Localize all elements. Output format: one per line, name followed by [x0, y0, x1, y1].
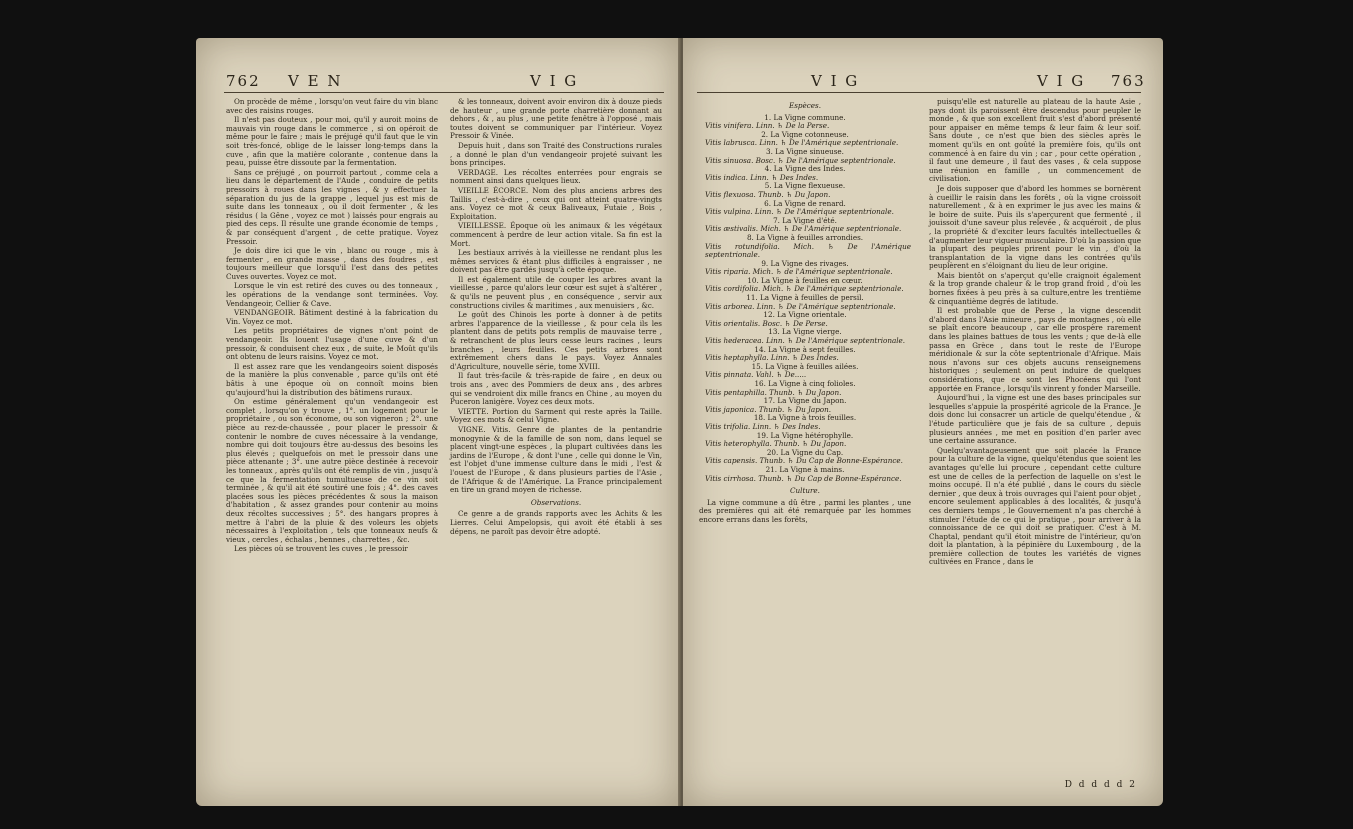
species-name: 18. La Vigne à trois feuilles. — [753, 413, 857, 423]
species-latin: Vitis labrusca. Linn. ♄ De l'Amérique septentrionale. — [705, 138, 899, 148]
page-number-left: 762 — [226, 72, 261, 90]
paragraph: Les pièces où se trouvent les cuves , le pressoir — [234, 544, 408, 554]
paragraph: Il est également utile de couper les arbres avant la vieillesse , parce qu'alors leur cœur est sujet à s'altérer , & qu'ils ne peuvent plus , en conséquence , servir aux constructions civiles & maritimes , aux menuisiers , &c. — [450, 274, 662, 310]
paragraph: La vigne commune a dû être , parmi les plantes , une des premières qui ait été remarquée par les hommes encore errans dans les forêts, — [699, 497, 911, 524]
species-name: 10. La Vigne à feuilles en cœur. — [747, 275, 863, 285]
entry-viette: VIETTE. Portion du Sarment qui reste après la Taille. Voyez ces mots & celui Vigne. — [450, 406, 662, 425]
running-head-vig-left: V I G — [811, 72, 860, 90]
species-latin: Vitis vulpina. Linn. ♄ De l'Amérique septentrionale. — [705, 207, 894, 217]
paragraph: Le goût des Chinois les porte à donner à de petits arbres l'apparence de la vieillesse , & pour cela ils les plantent dans de petits pots remplis de mauvaise terre , & retranchent de plus leurs cesse leurs racines , leurs branches , leurs feuilles. Ces petits arbres sont extrêmement chers dans le pays. Voyez Annales d'Agriculture, nouvelle série, tome XVIII. — [450, 310, 662, 371]
species-name: 14. La Vigne à sept feuilles. — [754, 344, 856, 354]
species-name: 15. La Vigne à feuilles ailées. — [751, 361, 859, 371]
page-number-right: 763 — [1111, 72, 1146, 90]
species-latin: Vitis trifolia. Linn. ♄ Des Indes. — [705, 421, 821, 431]
species-latin: Vitis æstivalis. Mich. ♄ De l'Amérique septentrionale. — [705, 224, 902, 234]
species-latin: Vitis indica. Linn. ♄ Des Indes. — [705, 172, 819, 182]
species-name: 12. La Vigne orientale. — [763, 310, 847, 320]
species-latin: Vitis orientalis. Bosc. ♄ De Perse. — [705, 318, 828, 328]
running-head-ven: V E N — [288, 72, 343, 90]
species-name: 6. La Vigne de renard. — [764, 198, 846, 208]
species-latin: Vitis arborea. Linn. ♄ De l'Amérique septentrionale. — [705, 301, 896, 311]
paragraph: Ce genre a de grands rapports avec les Achits & les Lierres. Celui Ampelopsis, qui avoit été établi à ses dépens, ne paroît pas devoir être adopté. — [450, 509, 662, 536]
species-latin: Vitis pinnata. Vahl. ♄ De..... — [705, 370, 807, 380]
paragraph: Il est assez rare que les vendangeoirs soient disposés de la manière la plus convenable , parce qu'ils ont été bâtis à une époque où on connoît moins bien qu'aujourd'hui la distribution des bâtimens ruraux. — [226, 361, 438, 397]
species-name: 19. La Vigne hétérophylle. — [756, 430, 854, 440]
left-column-2 — [450, 98, 662, 537]
entry-vieille-ecorce: VIEILLE ÉCORCE. Nom des plus anciens arbres des Taillis , c'est-à-dire , ceux qui ont atteint quatre-vingts ans. Voyez ce mot & ceux Baliveaux, Futaie , Bois , Exploitation. — [450, 185, 662, 221]
paragraph: Lorsque le vin est retiré des cuves ou des tonneaux , les opérations de la vendange sont terminées. Voy. Vendangeoir, Cellier & Cave. — [226, 281, 438, 308]
paragraph: Aujourd'hui , la vigne est une des bases principales sur lesquelles s'appuie la prospérité agricole de la France. Je dois donc lui consacrer un article de quelqu'étendue , & l'étude particulière que je fais de sa culture , depuis plusieurs années , me met en position d'en parler avec une certaine assurance. — [929, 393, 1141, 446]
paragraph: Je dois dire ici que le vin , blanc ou rouge , mis à fermenter , en grande masse , dans des foudres , est toujours meilleur que lorsqu'il l'est dans des petites Cuves ouvertes. Voyez ce mot. — [226, 246, 438, 281]
species-list — [699, 114, 911, 484]
header-rule — [697, 92, 1141, 93]
paragraph: On estime généralement qu'un vendangeoir est complet , lorsqu'on y trouve , 1°. un logement pour le propriétaire , ou son économe, ou son vigneron ; 2°. une pièce au rez-de-chaussée , pour placer le pressoir & contenir le nombre de cuves nécessaire à la vendange, nombre qui doit toujours être au-dessus des besoins les plus élevés ; quelquefois on met le pressoir dans une pièce attenante ; 3°. une autre pièce destinée à recevoir les tonneaux , après qu'ils ont été remplis de vin , jusqu'à ce que la fermentation tumultueuse de ce vin soit terminée , & qu'il ait été soutiré une fois ; 4°. des caves placées sous les pièces précédentes & sous la maison d'habitation , & assez grandes pour contenir au moins deux récoltes successives ; 5°. des hangars propres à mettre à l'abri de la pluie & des voleurs les objets nécessaires à l'exploitation , tels que tonneaux neufs & vieux , cercles , échalas , bennes , charrettes , &c. — [226, 397, 438, 544]
especes-heading: Espèces. — [788, 101, 822, 110]
paragraph: puisqu'elle est naturelle au plateau de la haute Asie , pays dont ils paroissent être descendus pour peupler le monde , & que son excellent fruit s'est d'abord présenté pour appaiser en même temps & leur faim & leur soif. Sans doute , ce n'est que bien des siècles après le moment qu'ils en ont goûté la première fois, qu'ils ont commencé à en faire du vin ; car , pour cette opération , il faut une demeure , il faut des vases , & cela suppose une réunion en famille , un commencement de civilisation. — [929, 97, 1141, 184]
species-name: 3. La Vigne sinueuse. — [766, 146, 844, 156]
header-rule — [224, 92, 664, 93]
species-latin: Vitis hederacea. Linn. ♄ De l'Amérique septentrionale. — [705, 336, 906, 346]
species-latin: Vitis vinifera. Linn. ♄ De la Perse. — [705, 121, 830, 131]
paragraph: Quelqu'avantageusement que soit placée la France pour la culture de la vigne, quelqu'étendus que soient les avantages qu'elle lui procure , cependant cette culture est une de celles de la perfection de laquelle on s'est le moins occupé. Il n'a été publié , dans le cours du siècle dernier , que deux à trois ouvrages qui l'aient pour objet , encore seulement applicables à des localités, & jusqu'à ces derniers temps , le Gouvernement n'a pas cherché à stimuler l'étude de ce qui le pratique , pour arriver à la connoissance de ce qui doit se pratiquer. C'est à M. Chaptal, pendant qu'il étoit ministre de l'intérieur, qu'on doit la plantation, à la pépinière du Luxembourg , de la première collection de toutes les variétés de vignes cultivées en France , dans le — [929, 445, 1141, 567]
entry-vendangeoir: VENDANGEOIR. Bâtiment destiné à la fabrication du Vin. Voyez ce mot. — [226, 308, 438, 326]
entry-vieillesse: VIEILLESSE. Époque où les animaux & les végétaux commencent à perdre de leur action vitale. Sa fin est la Mort. — [450, 221, 662, 248]
species-name: 20. La Vigne du Cap. — [766, 447, 844, 457]
species-name: 4. La Vigne des Indes. — [764, 164, 846, 174]
species-name: 9. La Vigne des rivages. — [761, 258, 849, 268]
running-head-vig: V I G — [530, 72, 579, 90]
paragraph: Sans ce préjugé , on pourroit partout , comme cela a lieu dans le département de l'Aude , conduire de petits pressoirs à roues dans les vignes , & y effectuer la séparation du jus de la grappe , lequel jus est mis de suite dans les tonneaux , où il doit fermenter , & les résidus ( la Gêne , voyez ce mot ) laissés pour engrais au pied des ceps. Il résulte une grande économie de temps , & par conséquent d'argent , de cette pratique. Voyez Pressoir. — [226, 167, 438, 246]
species-latin: Vitis japonica. Thunb. ♄ Du Japon. — [705, 404, 832, 414]
paragraph: Mais bientôt on s'aperçut qu'elle craignoit également & la trop grande chaleur & le trop grand froid , d'où les bornes fixées à peu près à sa culture,entre les trentième & cinquantième degrés de latitude. — [929, 270, 1141, 306]
species-name: 16. La Vigne à cinq folioles. — [754, 379, 856, 388]
species-latin: Vitis sinuosa. Bosc. ♄ De l'Amérique septentrionale. — [705, 155, 896, 165]
paragraph: Depuis huit , dans son Traité des Constructions rurales , a donné le plan d'un vendangeoir projeté suivant les bons principes. — [450, 140, 662, 168]
left-column-1 — [226, 98, 438, 555]
paragraph: Les petits propriétaires de vignes n'ont point de vendangeoir. Ils louent l'usage d'une cuve & d'un pressoir, & conduisent chez eux , de suite, le Moût qu'ils ont obtenu de leurs raisins. Voyez ce mot. — [226, 326, 438, 362]
paragraph: Il n'est pas douteux , pour moi, qu'il y auroit moins de mauvais vin rouge dans le commerce , si on opéroit de même pour le faire ; mais le préjugé qu'il faut que le vin soit très-foncé, oblige de le laisser long-temps dans la cuve , afin que la matière colorante , contenue dans la peau, puisse être dissoute par la fermentation. — [226, 115, 438, 168]
catchword: D d d d d 2 — [1064, 780, 1137, 790]
species-latin: Vitis flexuosa. Thunb. ♄ Du Japon. — [705, 189, 831, 199]
right-column-1 — [699, 98, 911, 526]
species-name: 17. La Vigne du Japon. — [763, 396, 847, 406]
observations-heading: Observations. — [530, 497, 582, 507]
species-name: 11. La Vigne à feuilles de persil. — [746, 293, 864, 303]
running-head-vig-right: V I G — [1037, 72, 1086, 90]
species-name: 8. La Vigne à feuilles arrondies. — [746, 232, 864, 242]
species-latin: Vitis pentaphilla. Thunb. ♄ Du Japon. — [705, 387, 842, 397]
species-latin: Vitis heptaphylla. Linn. ♄ Des Indes. — [705, 353, 839, 363]
species-latin: Vitis cirrhosa. Thunb. ♄ Du Cap de Bonne-Espérance. — [705, 473, 902, 483]
species-name: 21. La Vigne à mains. — [765, 464, 845, 474]
left-page — [196, 38, 678, 806]
species-latin: Vitis heterophylla. Thunb. ♄ Du Japon. — [705, 439, 847, 449]
species-name: 2. La Vigne cotonneuse. — [761, 129, 849, 139]
culture-heading: Culture. — [790, 486, 820, 496]
species-latin: Vitis rotundifolia. Mich. ♄ De l'Amérique septentrionale. — [705, 241, 911, 260]
species-latin: Vitis cordifolia. Mich. ♄ De l'Amérique septentrionale. — [705, 284, 904, 294]
paragraph: Les bestiaux arrivés à la vieillesse ne rendant plus les mêmes services & étant plus difficiles à engraisser , ne doivent pas être gardés jusqu'à cette époque. — [450, 248, 662, 275]
species-name: 7. La Vigne d'été. — [773, 215, 837, 225]
paragraph: & les tonneaux, doivent avoir environ dix à douze pieds de hauteur , une grande porte charretière donnant au dehors , & , au plus , une petite fenêtre à l'opposé , mais toutes doivent se communiquer par l'intérieur. Voyez Pressoir & Vinée. — [450, 97, 662, 141]
paragraph: On procède de même , lorsqu'on veut faire du vin blanc avec des raisins rouges. — [226, 97, 438, 115]
right-page — [683, 38, 1163, 806]
species-name: 13. La Vigne vierge. — [768, 327, 842, 337]
species-latin: Vitis riparia. Mich. ♄ de l'Amérique septentrionale. — [705, 267, 893, 277]
species-name: 1. La Vigne commune. — [764, 112, 846, 122]
entry-verdage: VERDAGE. Les récoltes enterrées pour engrais se nomment ainsi dans quelques lieux. — [450, 167, 662, 186]
species-name: 5. La Vigne flexueuse. — [764, 181, 846, 191]
entry-vigne: VIGNE. Vitis. Genre de plantes de la pentandrie monogynie & de la famille de son nom, dans lequel se placent vingt-une espèces , la plupart cultivées dans les jardins de l'Europe , & dont l'une , celle qui donne le Vin, est l'objet d'une immense culture dans le midi , l'est & l'ouest de l'Europe , & dans plusieurs parties de l'Asie , de l'Afrique & de l'Amérique. La France principalement en tire un grand moyen de richesse. — [450, 424, 662, 495]
paragraph: Il faut très-facile & très-rapide de faire , en deux ou trois ans , avec des Pommiers de deux ans , des arbres qui se vendroient dix mille francs en Chine , au moyen du Puceron lanigère. Voyez ces deux mots. — [450, 371, 662, 407]
species-latin: Vitis capensis. Thunb. ♄ Du Cap de Bonne-Espérance. — [705, 456, 903, 466]
paragraph: Je dois supposer que d'abord les hommes se bornèrent à cueillir le raisin dans les forêts , où la vigne croissoit naturellement , & à en exprimer le jus avec les mains & le boire de suite. Puis ils s'aperçurent que fermenté , il jouissoit d'une saveur plus relevée , & acquéroit , de plus , la propriété & d'exciter leurs facultés intellectuelles & d'augmenter leur vigueur musculaire. D'où la passion que la plupart des peuples prirent pour le vin , d'où la transplantation de la vigne dans les contrées qu'ils peuplèrent en s'éloignant du lieu de leur origine. — [929, 183, 1141, 271]
right-column-2 — [929, 98, 1141, 568]
paragraph: Il est probable que de Perse , la vigne descendit d'abord dans l'Asie mineure , pays de montagnes , où elle se plaît encore beaucoup , car elle prospère rarement dans les plaines battues de tous les vents ; que de-là elle passa en Grèce , dans tout le reste de l'Europe méridionale & sur la côte septentrionale d'Afrique. Mais nous n'avons sur ces objets aucuns renseignemens historiques ; seulement on peut induire de quelques considérations, que ce sont les Phocéens qui l'ont apportée en France , lorsqu'ils vinrent y fonder Marseille. — [929, 306, 1141, 393]
